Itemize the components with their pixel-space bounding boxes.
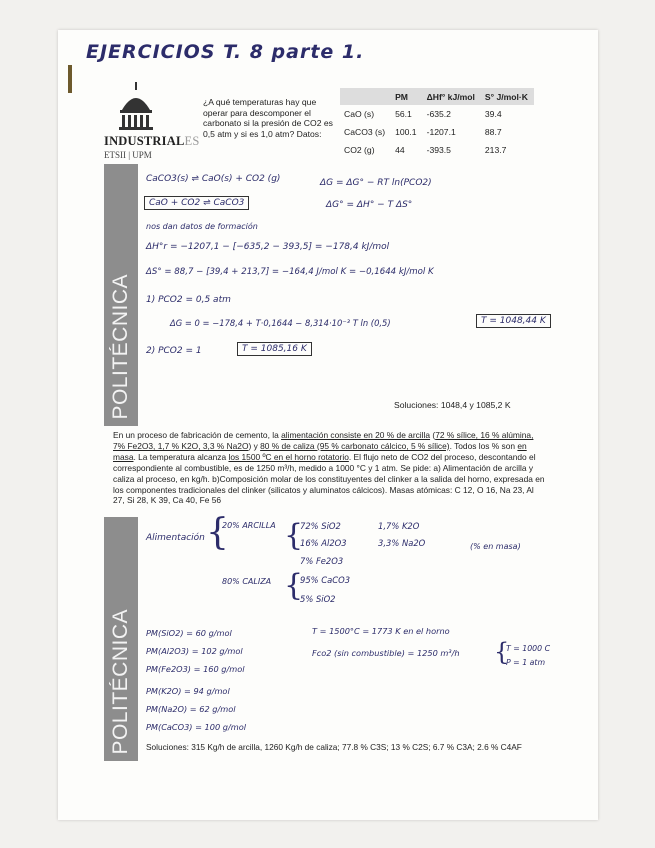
table-cell: -393.5	[426, 145, 451, 155]
problem2-statement: En un proceso de fabricación de cemento, la alimentación consiste en 20 % de arcilla (72 % sílice, 16 % alúmina, 7% Fe2O3, 1,7 % K2O, 3,3 % Na2O) y 80 % de caliza (95 % carbonato cálcico, 5 % sílice). Todos los % son en masa. La temperatura alcanza los 1500 ºC en el horno rotatorio. El flujo neto de CO2 del proceso, descontando el correspondiente al combustible, es de 1250 m³/h, medido a 1000 °C y 1 atm. Se pide: a) Alimentación de arcilla y caliza al proceso, en kg/h. b)Composición molar de los constituyentes del clinker a la salida del horno, expresada en los componentes tradicionales del clinker (silicatos y aluminatos cálcicos). Masas atómicas: C 12, O 16, Na 23, Al 27, Si 28, K 39, Ca 40, Fe 56	[113, 430, 545, 506]
hand-sio2: 72% SiO2	[300, 521, 341, 531]
hand-fco2: Fco2 (sin combustible) = 1250 m³/h	[312, 648, 460, 658]
table-header-cell: S° J/mol·K	[481, 88, 534, 105]
hand-ds: ΔS° = 88,7 − [39,4 + 213,7] = −164,4 J/mol K = −0,1644 kJ/mol K	[146, 267, 434, 277]
hand-fe2o3: 7% Fe2O3	[300, 556, 344, 566]
hand-case2-answer: T = 1085,16 K	[237, 342, 312, 356]
hand-case1: 1) PCO2 = 0,5 atm	[146, 295, 231, 305]
hand-pm-fe2o3: PM(Fe2O3) = 160 g/mol	[146, 664, 245, 674]
hand-note: nos dan datos de formación	[146, 222, 258, 231]
table-cell: 44	[395, 145, 405, 155]
hand-eq-g0: ΔG° = ΔH° − T ΔS°	[326, 200, 413, 210]
hand-al2o3: 16% Al2O3	[300, 538, 347, 548]
hand-masa: (% en masa)	[470, 542, 521, 551]
table-cell: -1207.1	[426, 127, 456, 137]
band-label: POLITÉCNICA	[109, 274, 132, 420]
brace-icon: {	[206, 512, 229, 553]
hand-caliza: 80% CALIZA	[222, 577, 272, 586]
hand-pm-na2o: PM(Na2O) = 62 g/mol	[146, 704, 236, 714]
hand-alimentacion: Alimentación	[146, 533, 205, 543]
thermo-data-table	[340, 88, 534, 159]
table-header-row	[340, 88, 534, 105]
hand-arcilla: 20% ARCILLA	[222, 521, 276, 530]
problem1-solutions: Soluciones: 1048,4 y 1085,2 K	[394, 400, 511, 410]
hand-pm-caco3: PM(CaCO3) = 100 g/mol	[146, 722, 247, 732]
hand-na2o: 3,3% Na2O	[378, 538, 426, 548]
band-label: POLITÉCNICA	[109, 609, 132, 755]
logo-wordmark: INDUSTRIALES	[104, 134, 200, 148]
hand-cond-t: T = 1000 C	[506, 644, 551, 653]
hand-case2: 2) PCO2 = 1	[146, 346, 202, 356]
table-cell: 56.1	[395, 109, 412, 119]
brace-icon: {	[494, 638, 510, 666]
hand-dh: ΔH°r = −1207,1 − [−635,2 − 393,5] = −178,4 kJ/mol	[146, 242, 390, 252]
brace-icon: {	[284, 518, 304, 553]
table-cell: CaCO3 (s)	[344, 127, 386, 137]
table-cell: 39.4	[484, 109, 502, 119]
hand-pm-sio2: PM(SiO2) = 60 g/mol	[146, 628, 232, 638]
hand-reaction: CaCO3(s) ⇌ CaO(s) + CO2 (g)	[146, 174, 281, 184]
table-cell: 213.7	[484, 145, 507, 155]
table-row	[340, 105, 534, 123]
hand-case1-answer: T = 1048,44 K	[476, 314, 551, 328]
problem2-solutions: Soluciones: 315 Kg/h de arcilla, 1260 Kg/h de caliza; 77.8 % C3S; 13 % C2S; 6.7 % C3A; 2.6 % C4AF	[146, 742, 522, 752]
table-row	[340, 141, 534, 159]
side-band-1	[104, 164, 138, 426]
table-header-cell: ΔHf° kJ/mol	[423, 88, 481, 105]
hand-pm-al2o3: PM(Al2O3) = 102 g/mol	[146, 646, 243, 656]
table-header-cell	[340, 88, 391, 105]
hand-temperature: T = 1500°C = 1773 K en el horno	[312, 626, 450, 636]
table-cell: CO2 (g)	[344, 145, 375, 155]
hand-caco3: 95% CaCO3	[300, 575, 351, 585]
hand-case1-eq: ΔG = 0 = −178,4 + T·0,1644 − 8,314·10⁻³ T ln (0,5)	[170, 318, 391, 328]
hand-eq-g: ΔG = ΔG° − RT ln(PCO2)	[320, 178, 432, 188]
table-row	[340, 123, 534, 141]
problem1-question: ¿A qué temperaturas hay que operar para descomponer el carbonato si la presión de CO2 es 0,5 atm y si es 1,0 atm? Datos:	[203, 97, 333, 139]
table-cell: 88.7	[484, 127, 502, 137]
dome-icon	[118, 82, 154, 132]
hand-pm-k2o: PM(K2O) = 94 g/mol	[146, 686, 230, 696]
table-cell: CaO (s)	[344, 109, 375, 119]
table-cell: 100.1	[395, 127, 417, 137]
binder-mark	[68, 65, 72, 93]
hand-reaction-boxed: CaO + CO2 ⇌ CaCO3	[144, 196, 249, 210]
hand-sio2b: 5% SiO2	[300, 594, 336, 604]
hand-cond-p: P = 1 atm	[506, 658, 546, 667]
hand-k2o: 1,7% K2O	[378, 521, 420, 531]
page-title: EJERCICIOS T. 8 parte 1.	[86, 41, 365, 63]
side-band-2	[104, 517, 138, 761]
logo-subtitle: ETSII | UPM	[104, 150, 152, 160]
brace-icon: {	[284, 568, 304, 603]
table-header-cell: PM	[391, 88, 423, 105]
table-cell: -635.2	[426, 109, 451, 119]
